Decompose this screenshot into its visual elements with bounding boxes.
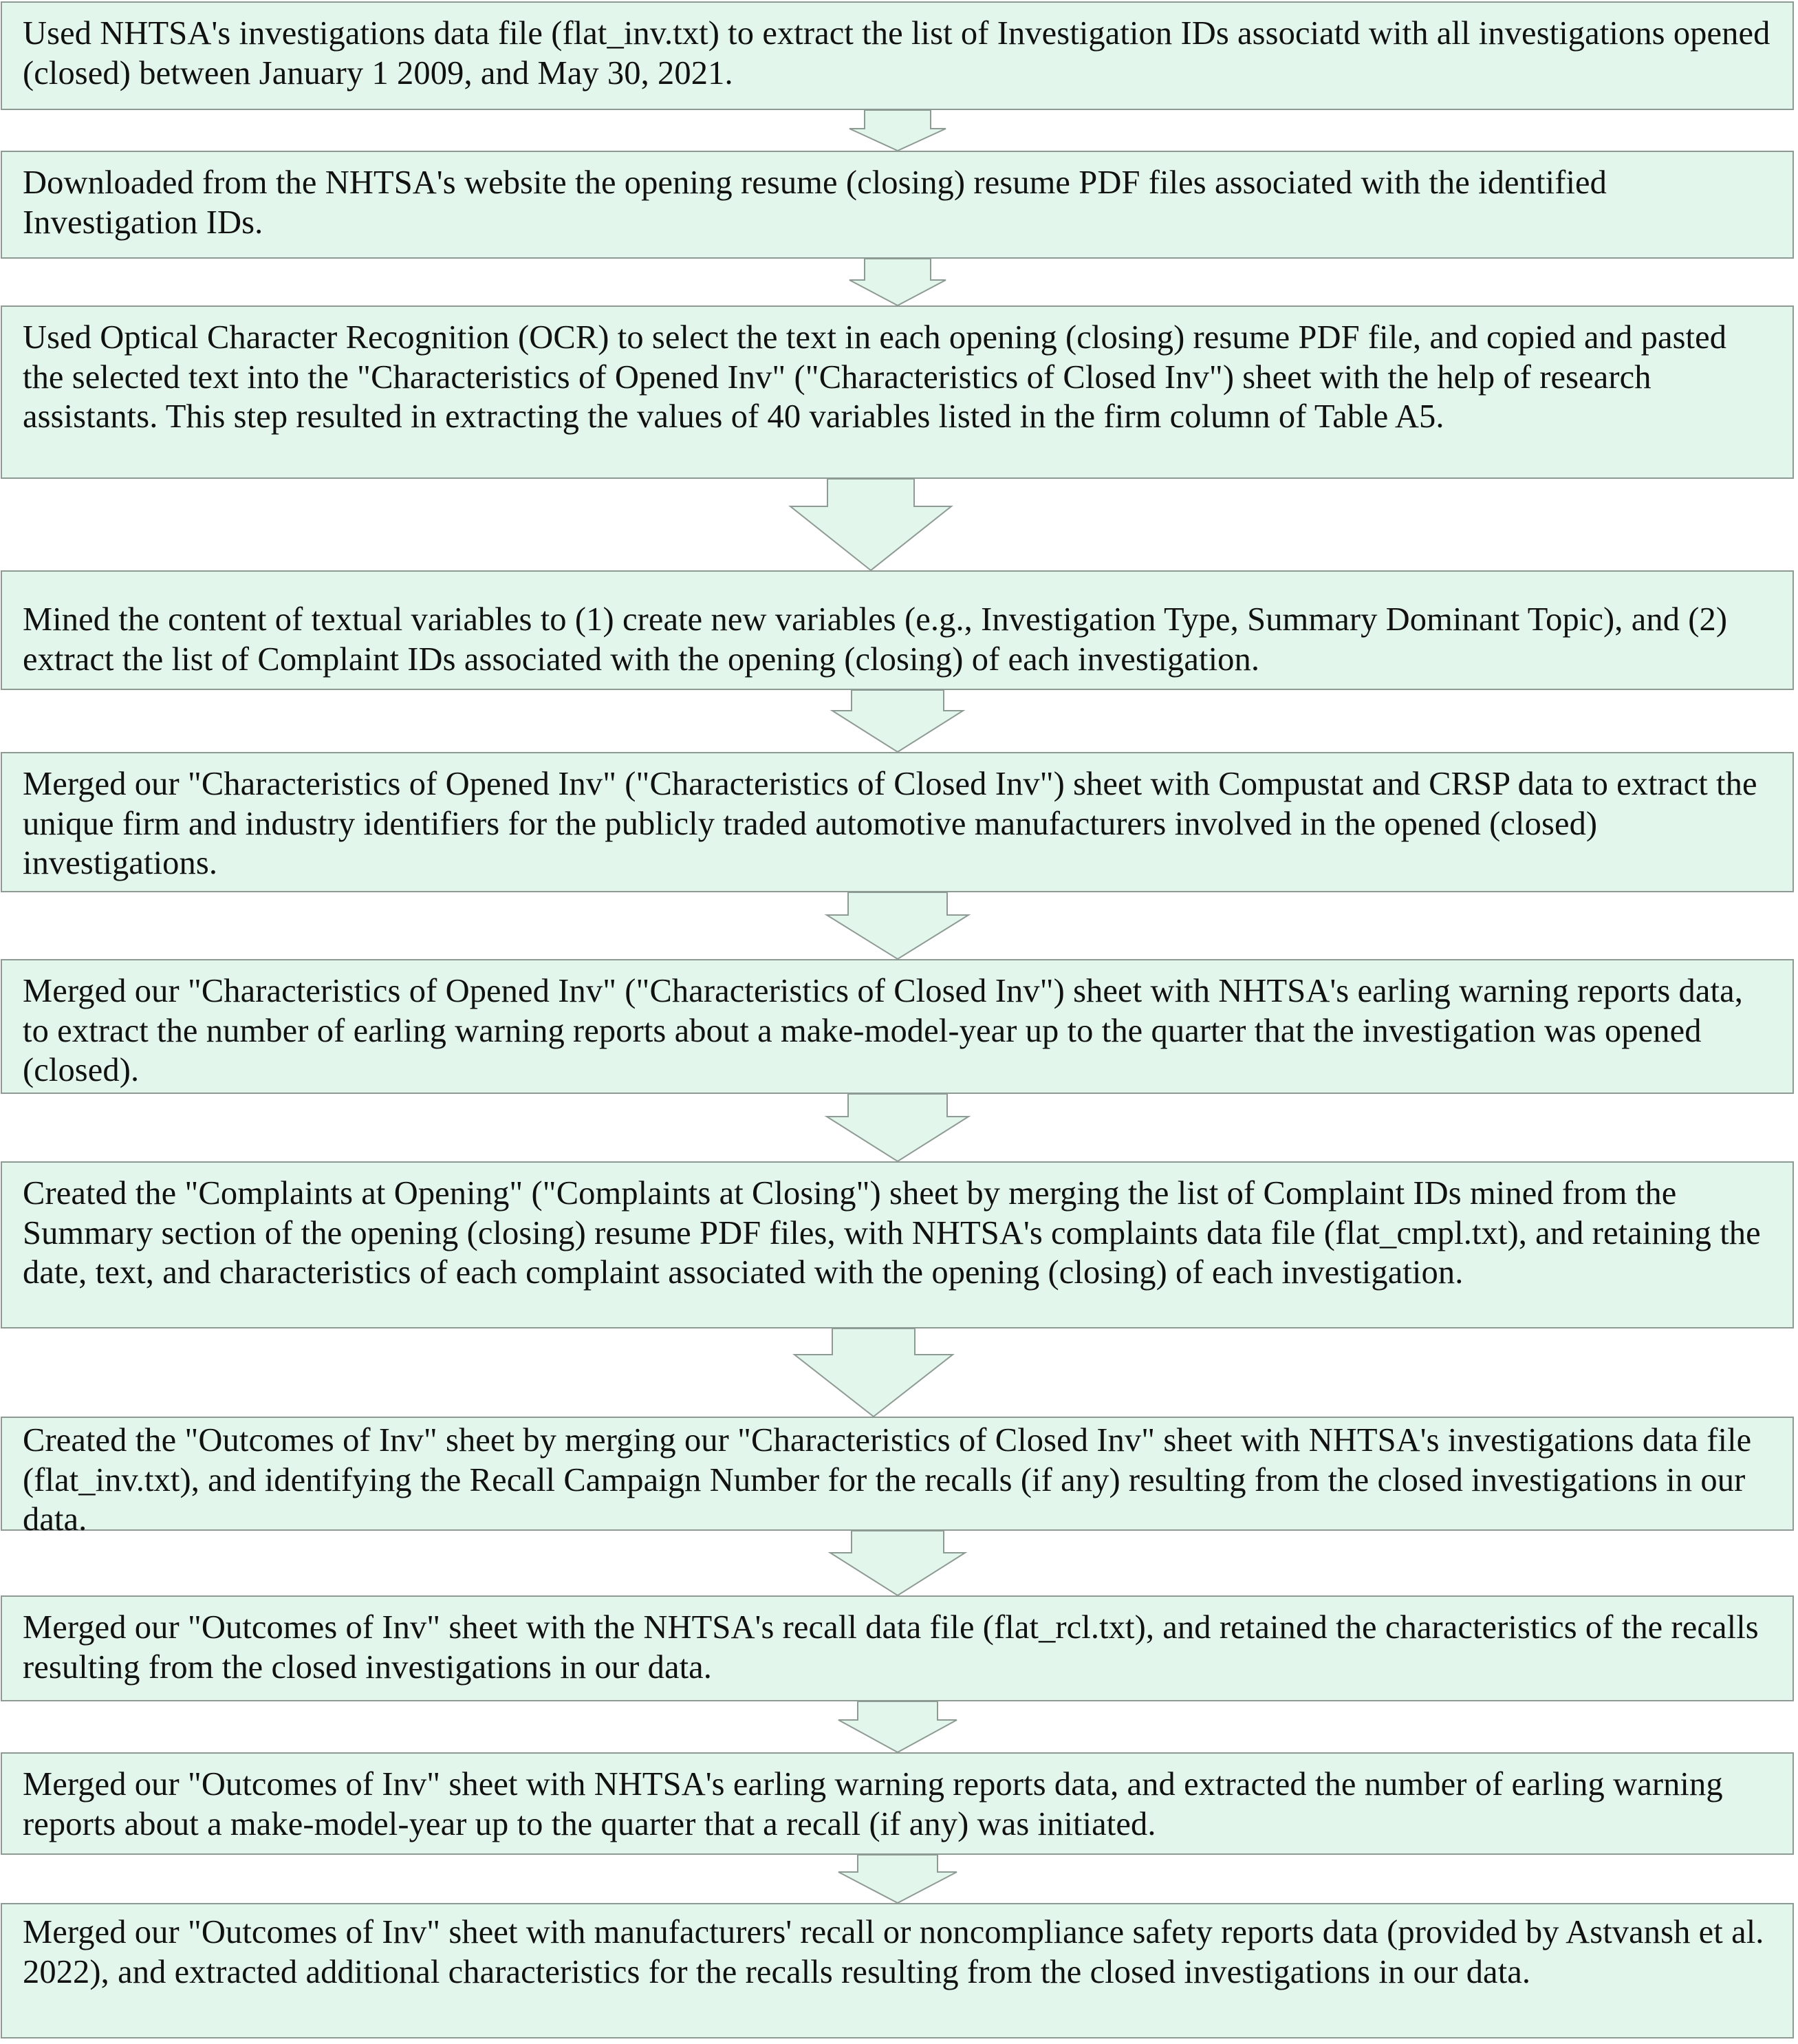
step-text-5: Merged our "Characteristics of Opened Inv" ("Characteristics of Closed Inv") sheet with Compustat and CRSP data to extract the unique firm and industry identifiers for the publicly traded automotive manufacturers involved in the opened (closed) investigations. — [23, 766, 1757, 881]
step-text-2: Downloaded from the NHTSA's website the opening resume (closing) resume PDF files associated with the identified Investigation IDs. — [23, 164, 1607, 241]
step-text-7: Created the "Complaints at Opening" ("Complaints at Closing") sheet by merging the list of Complaint IDs mined from the Summary section of the opening (closing) resume PDF files, with NHTSA's complaints data file (flat_cmpl.txt), and retaining the date, text, and characteristics of each complaint associated with the opening (closing) of each investigation. — [23, 1175, 1761, 1291]
down-arrow-icon — [822, 259, 973, 305]
step-text-3: Used Optical Character Recognition (OCR) to select the text in each opening (closing) resume PDF file, and copied and pasted the selected text into the "Characteristics of Opened Inv" ("Characteristics of Closed Inv") sheet with the help of research assistants. This step resulted in extracting the values of 40 variables listed in the firm column of Table A5. — [23, 319, 1727, 435]
down-arrow-icon — [822, 1855, 973, 1903]
down-arrow-icon — [822, 1531, 973, 1595]
step-text-6: Merged our "Characteristics of Opened Inv" ("Characteristics of Closed Inv") sheet with NHTSA's earling warning reports data, to extract the number of earling warning reports about a make-model-year up to the quarter that the investigation was opened (closed). — [23, 973, 1743, 1088]
down-arrow-icon — [822, 1701, 973, 1752]
step-box-11 — [1, 1903, 1794, 2038]
step-text-8: Created the "Outcomes of Inv" sheet by merging our "Characteristics of Closed Inv" sheet with NHTSA's investigations data file (flat_inv.txt), and identifying the Recall Campaign Number for the recalls (if any) resulting from the closed investigations in our data. — [23, 1422, 1752, 1538]
step-text-4: Mined the content of textual variables to (1) create new variables (e.g., Investigation Type, Summary Dominant Topic), and (2) extract the list of Complaint IDs associated with the opening (closing) of each investigation. — [23, 601, 1728, 678]
down-arrow-icon — [822, 892, 973, 959]
step-box-9 — [1, 1595, 1794, 1701]
down-arrow-icon — [822, 1094, 973, 1161]
step-box-1 — [1, 1, 1794, 110]
step-box-6 — [1, 959, 1794, 1094]
down-arrow-icon — [822, 690, 973, 752]
step-box-4 — [1, 570, 1794, 690]
step-box-3 — [1, 305, 1794, 479]
down-arrow-icon — [822, 479, 973, 570]
step-box-10 — [1, 1752, 1794, 1855]
step-box-8 — [1, 1417, 1794, 1538]
step-text-11: Merged our "Outcomes of Inv" sheet with manufacturers' recall or noncompliance safety reports data (provided by Astvansh et al. 2022), and extracted additional characteristics for the recalls resulting from the closed investigations in our data. — [23, 1914, 1764, 1990]
step-text-10: Merged our "Outcomes of Inv" sheet with NHTSA's earling warning reports data, and extracted the number of earling warning reports about a make-model-year up to the quarter that a recall (if any) was initiated. — [23, 1766, 1723, 1842]
step-box-7 — [1, 1161, 1794, 1328]
down-arrow-icon — [822, 110, 973, 151]
step-text-9: Merged our "Outcomes of Inv" sheet with the NHTSA's recall data file (flat_rcl.txt), and retained the characteristics of the recalls resulting from the closed investigations in our data. — [23, 1609, 1759, 1686]
down-arrow-icon — [822, 1328, 973, 1417]
step-box-5 — [1, 752, 1794, 892]
step-text-1: Used NHTSA's investigations data file (flat_inv.txt) to extract the list of Investigation IDs associatd with all investigations opened (closed) between January 1 2009, and May 30, 2021. — [23, 15, 1770, 92]
step-box-2 — [1, 151, 1794, 259]
